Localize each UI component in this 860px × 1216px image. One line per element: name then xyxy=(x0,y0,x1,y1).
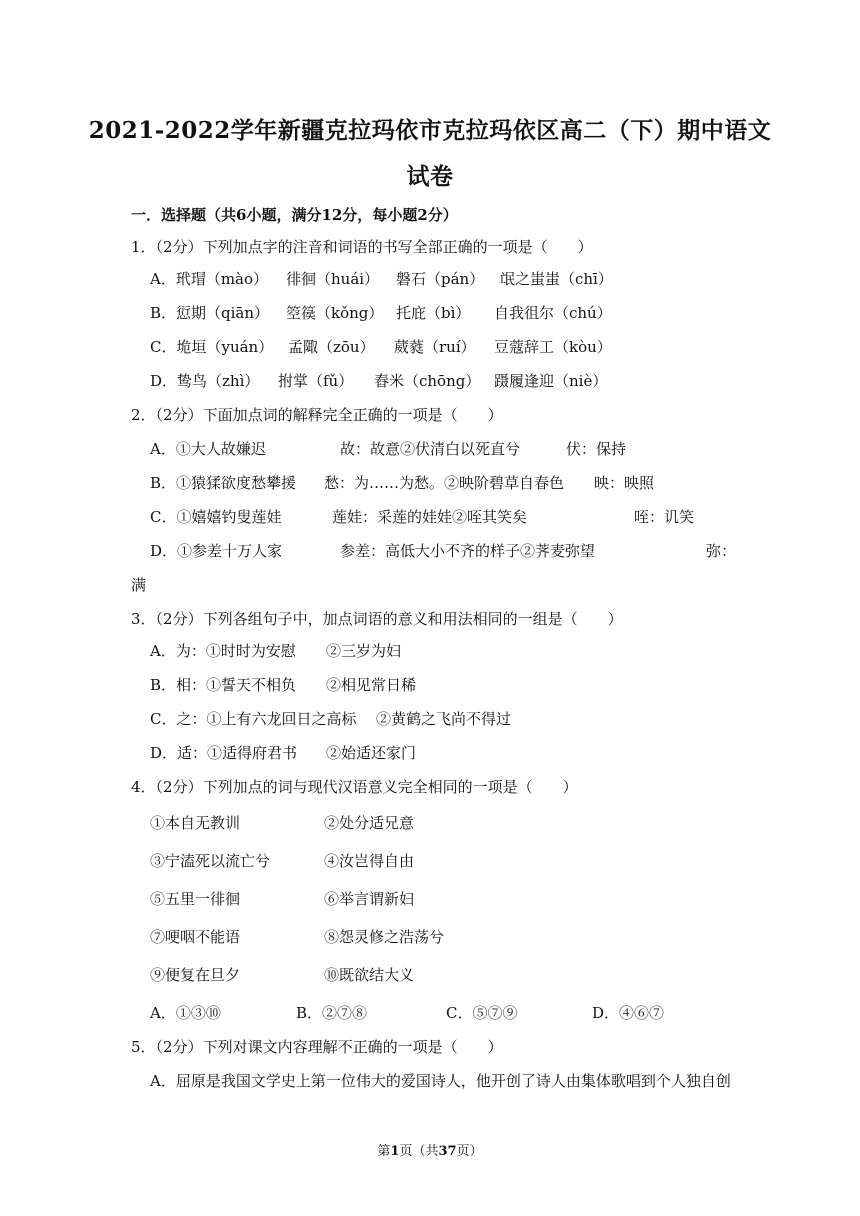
footer-total-pages: 37 xyxy=(438,1144,457,1159)
q1-b-2: 箜篌（kǒng） xyxy=(286,304,384,322)
q1-a-4: 氓之蚩蚩（chī） xyxy=(500,270,613,288)
q3-a-1: A．为：①时时为安慰 xyxy=(150,642,296,660)
q2-a-2: 故：故意②伏清白以死直兮 xyxy=(340,440,521,458)
q3-b-1: B．相：①誓天不相负 xyxy=(150,676,297,694)
q2-a-1: A．①大人故嫌迟 xyxy=(150,440,266,458)
q2-c-1: C．①嬉嬉钓叟莲娃 xyxy=(150,508,282,526)
q1-d-2: 拊掌（fǔ） xyxy=(278,372,354,390)
q2-a-3: 伏：保持 xyxy=(566,440,627,458)
q4-item-3: ③宁溘死以流亡兮 xyxy=(150,852,271,870)
q1-stem: 1．（2分）下列加点字的注音和词语的书写全部正确的一项是（ ） xyxy=(131,238,593,256)
page-footer xyxy=(0,1140,860,1159)
q1-d-3: 舂米（chōng） xyxy=(374,372,481,390)
q2-d-3: 弥： xyxy=(706,542,737,560)
section-heading: 一．选择题（共6小题，满分12分，每小题2分） xyxy=(131,206,458,224)
q5-stem: 5．（2分）下列对课文内容理解不正确的一项是（ ） xyxy=(131,1038,503,1056)
q3-stem: 3．（2分）下列各组句子中，加点词语的意义和用法相同的一组是（ ） xyxy=(131,610,623,628)
q2-stem: 2．（2分）下面加点词的解释完全正确的一项是（ ） xyxy=(131,406,503,424)
q2-d-2: 参差：高低大小不齐的样子②荠麦弥望 xyxy=(340,542,596,560)
q3-c-2: ②黄鹤之飞尚不得过 xyxy=(376,710,512,728)
q2-d-1: D．①参差十万人家 xyxy=(150,542,283,560)
q1-c-3: 葳蕤（ruí） xyxy=(394,338,476,356)
q4-option-d: D．④⑥⑦ xyxy=(592,1004,665,1022)
q4-item-7: ⑦哽咽不能语 xyxy=(150,928,241,946)
q1-c-1: C．垝垣（yuán） xyxy=(150,338,274,356)
q1-a-1: A．玳瑁（mào） xyxy=(150,270,269,288)
q4-item-6: ⑥举言谓新妇 xyxy=(324,890,415,908)
footer-post: 页） xyxy=(456,1144,483,1159)
q4-item-1: ①本自无教训 xyxy=(150,814,241,832)
q2-option-d-continued: 满 xyxy=(131,576,147,594)
q1-b-1: B．愆期（qiān） xyxy=(150,304,270,322)
q4-option-a: A．①③⑩ xyxy=(150,1004,221,1022)
q1-c-4: 豆蔻辞工（kòu） xyxy=(494,338,612,356)
q4-item-5: ⑤五里一徘徊 xyxy=(150,890,241,908)
exam-title-line1: 2021-2022学年新疆克拉玛依市克拉玛依区高二（下）期中语文 xyxy=(88,117,772,144)
q2-b-2: 愁：为……为愁。②映阶碧草自春色 xyxy=(324,474,565,492)
q3-d-1: D．适：①适得府君书 xyxy=(150,744,298,762)
footer-mid: 页（共 xyxy=(399,1144,439,1159)
footer-page-number: 1 xyxy=(390,1144,400,1159)
q1-b-3: 托庇（bì） xyxy=(396,304,471,322)
q1-a-2: 徘徊（huái） xyxy=(286,270,380,288)
q1-d-4: 蹑履逢迎（niè） xyxy=(494,372,608,390)
q4-item-8: ⑧怨灵修之浩荡兮 xyxy=(324,928,445,946)
q1-d-1: D．鸷鸟（zhì） xyxy=(150,372,260,390)
q1-a-3: 磐石（pán） xyxy=(396,270,485,288)
q2-b-3: 映：映照 xyxy=(594,474,655,492)
exam-title-line2: 试卷 xyxy=(406,163,454,190)
q3-b-2: ②相见常日稀 xyxy=(326,676,417,694)
q2-c-3: 咥：讥笑 xyxy=(634,508,695,526)
q1-b-4: 自我徂尔（chú） xyxy=(494,304,612,322)
q4-item-9: ⑨便复在旦夕 xyxy=(150,966,241,984)
footer-pre: 第 xyxy=(377,1144,391,1159)
q4-item-4: ④汝岂得自由 xyxy=(324,852,415,870)
q4-item-10: ⑩既欲结大义 xyxy=(324,966,415,984)
q4-option-c: C．⑤⑦⑨ xyxy=(446,1004,518,1022)
q2-c-2: 莲娃：采莲的娃娃②咥其笑矣 xyxy=(332,508,528,526)
q3-d-2: ②始适还家门 xyxy=(326,744,417,762)
q3-c-1: C．之：①上有六龙回日之高标 xyxy=(150,710,357,728)
q2-b-1: B．①猿猱欲度愁攀援 xyxy=(150,474,297,492)
q4-stem: 4．（2分）下列加点的词与现代汉语意义完全相同的一项是（ ） xyxy=(131,778,578,796)
q1-c-2: 孟陬（zōu） xyxy=(288,338,375,356)
q4-option-b: B．②⑦⑧ xyxy=(296,1004,368,1022)
q3-a-2: ②三岁为妇 xyxy=(326,642,402,660)
q5-option-a: A．屈原是我国文学史上第一位伟大的爱国诗人，他开创了诗人由集体歌唱到个人独自创 xyxy=(150,1072,731,1090)
q4-item-2: ②处分适兄意 xyxy=(324,814,415,832)
